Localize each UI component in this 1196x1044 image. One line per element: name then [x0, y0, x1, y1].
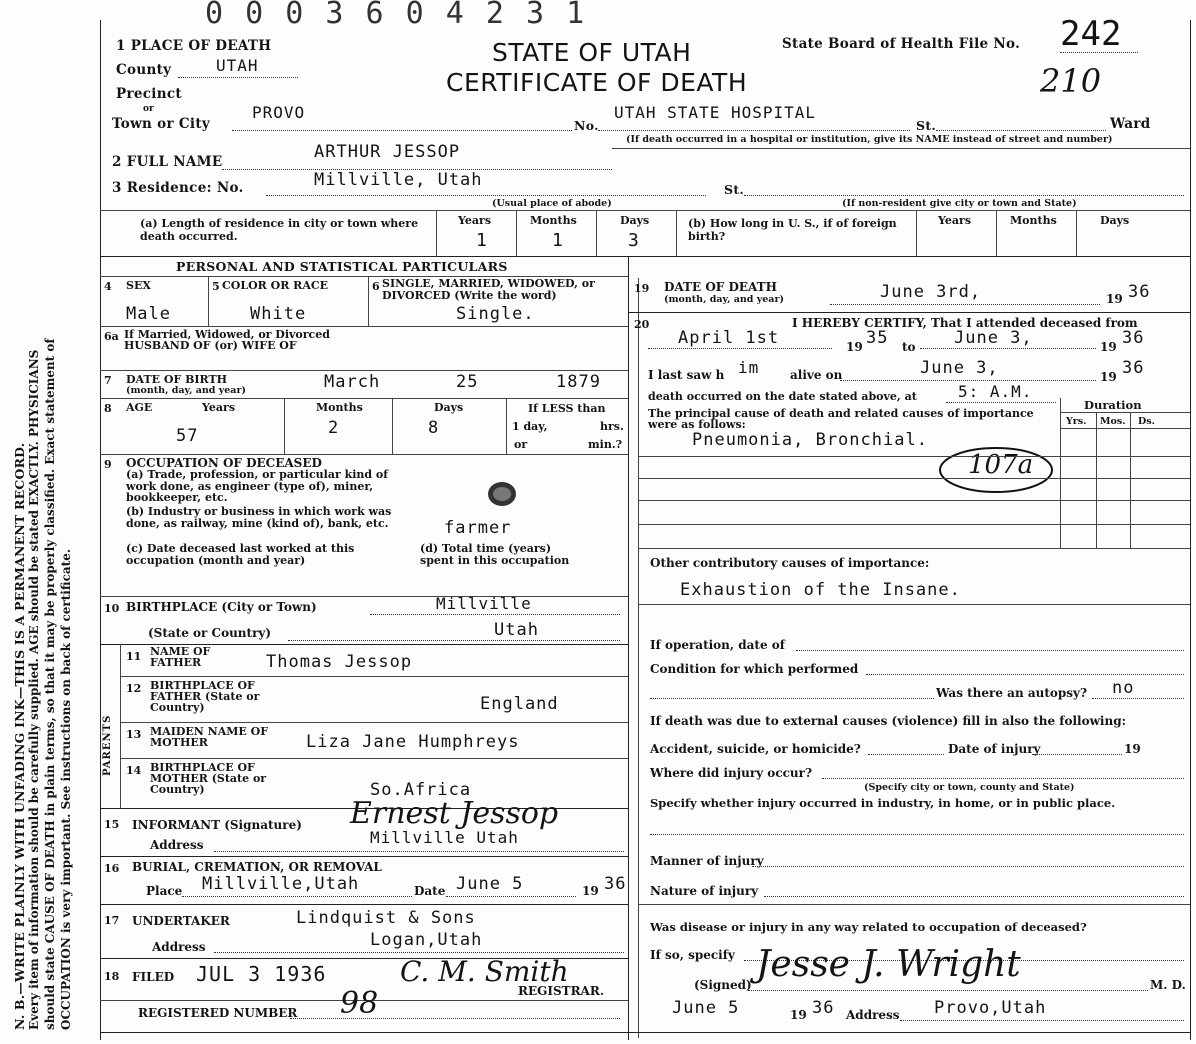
informant-signature: Ernest Jessop — [350, 796, 559, 831]
physician-signature: Jesse J. Wright — [756, 944, 1021, 985]
father-bp-label: BIRTHPLACE OF FATHER (State or Country) — [150, 679, 260, 714]
dob-year: 1879 — [556, 372, 601, 392]
filed-date: JUL 3 1936 — [196, 962, 327, 986]
alive-on: June 3, — [920, 358, 999, 378]
date-of-death-sub: (month, day, and year) — [664, 294, 784, 305]
personal-section-title: PERSONAL AND STATISTICAL PARTICULARS — [176, 259, 508, 274]
us-years-label: Years — [938, 214, 972, 227]
less-or-label: or — [514, 438, 528, 451]
residence-label: 3 Residence: No. — [112, 180, 244, 196]
burial-date-label: Date — [414, 884, 446, 898]
burial-place-label: Place — [146, 884, 183, 898]
birthplace-state-label: (State or Country) — [148, 626, 272, 640]
father-label: NAME OF FATHER — [150, 645, 211, 669]
from-year-prefix: 19 — [846, 340, 863, 354]
burial-date: June 5 — [456, 874, 524, 894]
condition-label: Condition for which performed — [650, 662, 859, 676]
contributory-value: Exhaustion of the Insane. — [680, 580, 961, 600]
nature-label: Nature of injury — [650, 884, 759, 898]
date-of-death-label: DATE OF DEATH — [664, 280, 777, 294]
alive-year: 36 — [1122, 358, 1145, 378]
dob-label: DATE OF BIRTH — [126, 373, 228, 386]
age-months-label: Months — [316, 401, 363, 414]
usual-abode-note: (Usual place of abode) — [492, 198, 612, 209]
precinct-label: Precinct — [116, 86, 182, 102]
age-days-value: 8 — [428, 418, 440, 438]
item-5-num: 5 — [212, 280, 220, 293]
item-7-num: 7 — [104, 374, 112, 387]
autopsy-value: no — [1112, 678, 1135, 698]
res-years-label: Years — [458, 214, 492, 227]
file-number: 242 — [1060, 14, 1122, 54]
item-9-num: 9 — [104, 458, 112, 471]
us-days-label: Days — [1100, 214, 1130, 227]
informant-address: Millville Utah — [370, 828, 519, 847]
nonresident-note: (If non-resident give city or town and State) — [842, 198, 1077, 209]
certificate-number: 0 0 0 3 6 0 4 2 3 1 — [205, 0, 587, 31]
cause-value: Pneumonia, Bronchial. — [692, 430, 928, 450]
certificate-title: CERTIFICATE OF DEATH — [446, 68, 748, 97]
alive-year-prefix: 19 — [1100, 370, 1117, 384]
town-label: Town or City — [112, 116, 211, 132]
less-min-label: min.? — [588, 438, 623, 451]
burial-year-prefix: 19 — [582, 884, 599, 898]
sex-value: Male — [126, 304, 171, 324]
marital-value: Single. — [456, 304, 535, 324]
less-day-label: 1 day, — [512, 420, 548, 433]
to-label: to — [902, 340, 916, 354]
attended-from-year: 35 — [866, 328, 889, 348]
cause-code: 107a — [968, 450, 1034, 480]
father-value: Thomas Jessop — [266, 652, 413, 672]
res-months-value: 1 — [552, 230, 564, 251]
age-years-label: Years — [202, 401, 236, 414]
item-12-num: 12 — [126, 682, 142, 695]
occupation-d: (d) Total time (years) spent in this occupation — [420, 542, 570, 567]
certify-label: I HEREBY CERTIFY, That I attended deceased from — [792, 316, 1138, 330]
item-6-num: 6 — [372, 280, 380, 293]
signed-year-prefix: 19 — [790, 1008, 807, 1022]
alive-on-label: alive on — [790, 368, 843, 382]
where-note: (Specify city or town, county and State) — [864, 782, 1075, 793]
margin-note-4: OCCUPATION is very important. See instructions on back of certificate. — [59, 548, 73, 1030]
where-injury-label: Where did injury occur? — [650, 766, 813, 780]
burial-label: BURIAL, CREMATION, OR REMOVAL — [132, 860, 382, 874]
mother-label: MAIDEN NAME OF MOTHER — [150, 725, 269, 749]
us-months-label: Months — [1010, 214, 1057, 227]
death-occurred-label: death occurred on the date stated above, at — [648, 390, 917, 403]
town-value: PROVO — [252, 103, 306, 122]
or-label: or — [143, 104, 154, 114]
informant-label: INFORMANT (Signature) — [132, 818, 302, 832]
specify-injury-label: Specify whether injury occurred in industry, in home, or in public place. — [650, 796, 1116, 810]
res-days-value: 3 — [628, 230, 640, 251]
color-label: COLOR OR RACE — [222, 279, 328, 292]
no-label: No. — [574, 118, 599, 133]
injury-year-label: 19 — [1124, 742, 1141, 756]
attended-to-year: 36 — [1122, 328, 1145, 348]
contributory-label: Other contributory causes of importance: — [650, 556, 930, 570]
age-months-value: 2 — [328, 418, 340, 438]
less-hrs-label: hrs. — [600, 420, 624, 433]
item-19-num: 19 — [634, 282, 650, 295]
occupation-value: farmer — [444, 518, 512, 538]
filed-label: FILED — [132, 970, 175, 984]
cause-label: The principal cause of death and related causes of importance were as follows: — [648, 407, 1034, 431]
duration-mos: Mos. — [1100, 416, 1126, 427]
sex-label: SEX — [126, 279, 151, 292]
dod-year-prefix: 19 — [1106, 292, 1123, 306]
item-16-num: 16 — [104, 862, 120, 875]
occupation-a: (a) Trade, profession, or particular kind of work done, as engineer (type of), miner, bookkeeper, etc. — [126, 468, 388, 504]
undertaker-address: Logan,Utah — [370, 930, 483, 950]
birthplace-label: BIRTHPLACE (City or Town) — [126, 600, 317, 614]
full-name-value: ARTHUR JESSOP — [314, 142, 461, 162]
res-days-label: Days — [620, 214, 650, 227]
date-of-death: June 3rd, — [880, 282, 982, 302]
operation-label: If operation, date of — [650, 638, 785, 652]
item-15-num: 15 — [104, 818, 120, 831]
res-months-label: Months — [530, 214, 577, 227]
birthplace-state: Utah — [494, 620, 539, 640]
signed-year: 36 — [812, 998, 835, 1018]
attended-from: April 1st — [678, 328, 780, 348]
item-18-num: 18 — [104, 970, 120, 983]
file-label: State Board of Health File No. — [782, 36, 1021, 52]
residence-value: Millville, Utah — [314, 170, 483, 190]
undertaker-value: Lindquist & Sons — [296, 908, 476, 928]
duration-label: Duration — [1084, 398, 1142, 412]
age-days-label: Days — [434, 401, 464, 414]
md-label: M. D. — [1150, 978, 1186, 992]
informant-address-label: Address — [150, 838, 204, 852]
burial-year: 36 — [604, 874, 627, 894]
full-name-label: 2 FULL NAME — [112, 154, 223, 170]
father-bp-value: England — [480, 694, 559, 714]
state-title: STATE OF UTAH — [492, 38, 692, 67]
duration-yrs: Yrs. — [1066, 416, 1087, 427]
autopsy-label: Was there an autopsy? — [936, 686, 1088, 700]
attended-to: June 3, — [954, 328, 1033, 348]
color-value: White — [250, 304, 307, 324]
manner-label: Manner of injury — [650, 854, 764, 868]
registered-number: 98 — [340, 986, 379, 1021]
registered-number-label: REGISTERED NUMBER — [138, 1006, 298, 1020]
length-residence-label: (a) Length of residence in city or town where death occurred. — [140, 217, 419, 243]
signed-date: June 5 — [672, 998, 740, 1018]
physician-address-label: Address — [846, 1008, 900, 1022]
secondary-number: 210 — [1040, 62, 1102, 100]
mother-value: Liza Jane Humphreys — [306, 732, 520, 752]
margin-note-1: N. B.—WRITE PLAINLY WITH UNFADING INK—THIS IS A PERMANENT RECORD. — [12, 442, 27, 1030]
spouse-label: If Married, Widowed, or Divorced HUSBAND OF (or) WIFE OF — [124, 328, 330, 352]
place-of-death-label: 1 PLACE OF DEATH — [116, 38, 272, 54]
external-causes-label: If death was due to external causes (violence) fill in also the following: — [650, 714, 1127, 728]
age-years-value: 57 — [176, 426, 199, 446]
occupation-c: (c) Date deceased last worked at this occupation (month and year) — [126, 542, 355, 567]
margin-note-3: should state CAUSE OF DEATH in plain terms, so that it may be properly classified. Exact statement of — [43, 338, 57, 1030]
item-13-num: 13 — [126, 728, 142, 741]
duration-ds: Ds. — [1138, 416, 1155, 427]
occupation-label: OCCUPATION OF DECEASED — [126, 456, 322, 470]
dob-month: March — [324, 372, 381, 392]
county-label: County — [116, 62, 172, 78]
item-20-num: 20 — [634, 318, 650, 331]
accident-label: Accident, suicide, or homicide? — [650, 742, 861, 756]
occupation-b: (b) Industry or business in which work was done, as railway, mine (kind of), bank, etc. — [126, 505, 392, 530]
item-10-num: 10 — [104, 602, 120, 615]
physician-address: Provo,Utah — [934, 998, 1047, 1018]
margin-note-2: Every item of information should be carefully supplied. AGE should be stated EXACTLY. PHYSICIANS — [27, 349, 41, 1030]
seal-stamp-icon — [486, 480, 518, 508]
dob-day: 25 — [456, 372, 479, 392]
item-11-num: 11 — [126, 650, 142, 663]
dob-sub: (month, day, and year) — [126, 385, 246, 396]
column-divider — [628, 256, 629, 1040]
mother-bp-label: BIRTHPLACE OF MOTHER (State or Country) — [150, 761, 267, 796]
residence-st-label: St. — [724, 182, 745, 197]
to-year-prefix: 19 — [1100, 340, 1117, 354]
registrar-signature: C. M. Smith — [400, 955, 569, 988]
item-6a-num: 6a — [104, 330, 119, 343]
st-label: St. — [916, 118, 937, 133]
parents-side-label: PARENTS — [102, 714, 113, 776]
signed-label: (Signed) — [694, 978, 752, 992]
occupation-related-label: Was disease or injury in any way related to occupation of deceased? — [650, 920, 1087, 934]
frame-right — [1190, 20, 1191, 1040]
us-residence-label: (b) How long in U. S., if of foreign birth? — [688, 217, 897, 243]
birthplace-city: Millville — [436, 594, 532, 613]
last-saw-label: I last saw h — [648, 368, 725, 382]
date-of-death-year: 36 — [1128, 282, 1151, 302]
ward-label: Ward — [1110, 116, 1151, 132]
frame-left — [100, 20, 101, 1040]
item-8-num: 8 — [104, 402, 112, 415]
if-so-label: If so, specify — [650, 948, 735, 962]
undertaker-address-label: Address — [152, 940, 206, 954]
less-than-label: If LESS than — [528, 402, 606, 415]
item-4-num: 4 — [104, 280, 112, 293]
marital-label: SINGLE, MARRIED, WIDOWED, or DIVORCED (Write the word) — [382, 277, 595, 302]
registrar-label: REGISTRAR. — [518, 984, 605, 998]
burial-place: Millville,Utah — [202, 874, 360, 894]
res-years-value: 1 — [476, 230, 488, 251]
undertaker-label: UNDERTAKER — [132, 914, 230, 928]
item-14-num: 14 — [126, 764, 142, 777]
institution-value: UTAH STATE HOSPITAL — [614, 103, 817, 122]
mother-bp-value: So.Africa — [370, 780, 472, 800]
hospital-note: (If death occurred in a hospital or institution, give its NAME instead of street and number) — [626, 134, 1113, 145]
injury-date-label: Date of injury — [948, 742, 1041, 756]
item-17-num: 17 — [104, 914, 120, 927]
last-saw-him: im — [738, 358, 760, 377]
death-time: 5: A.M. — [958, 382, 1033, 401]
age-label: AGE — [126, 401, 153, 414]
county-value: UTAH — [216, 56, 259, 75]
